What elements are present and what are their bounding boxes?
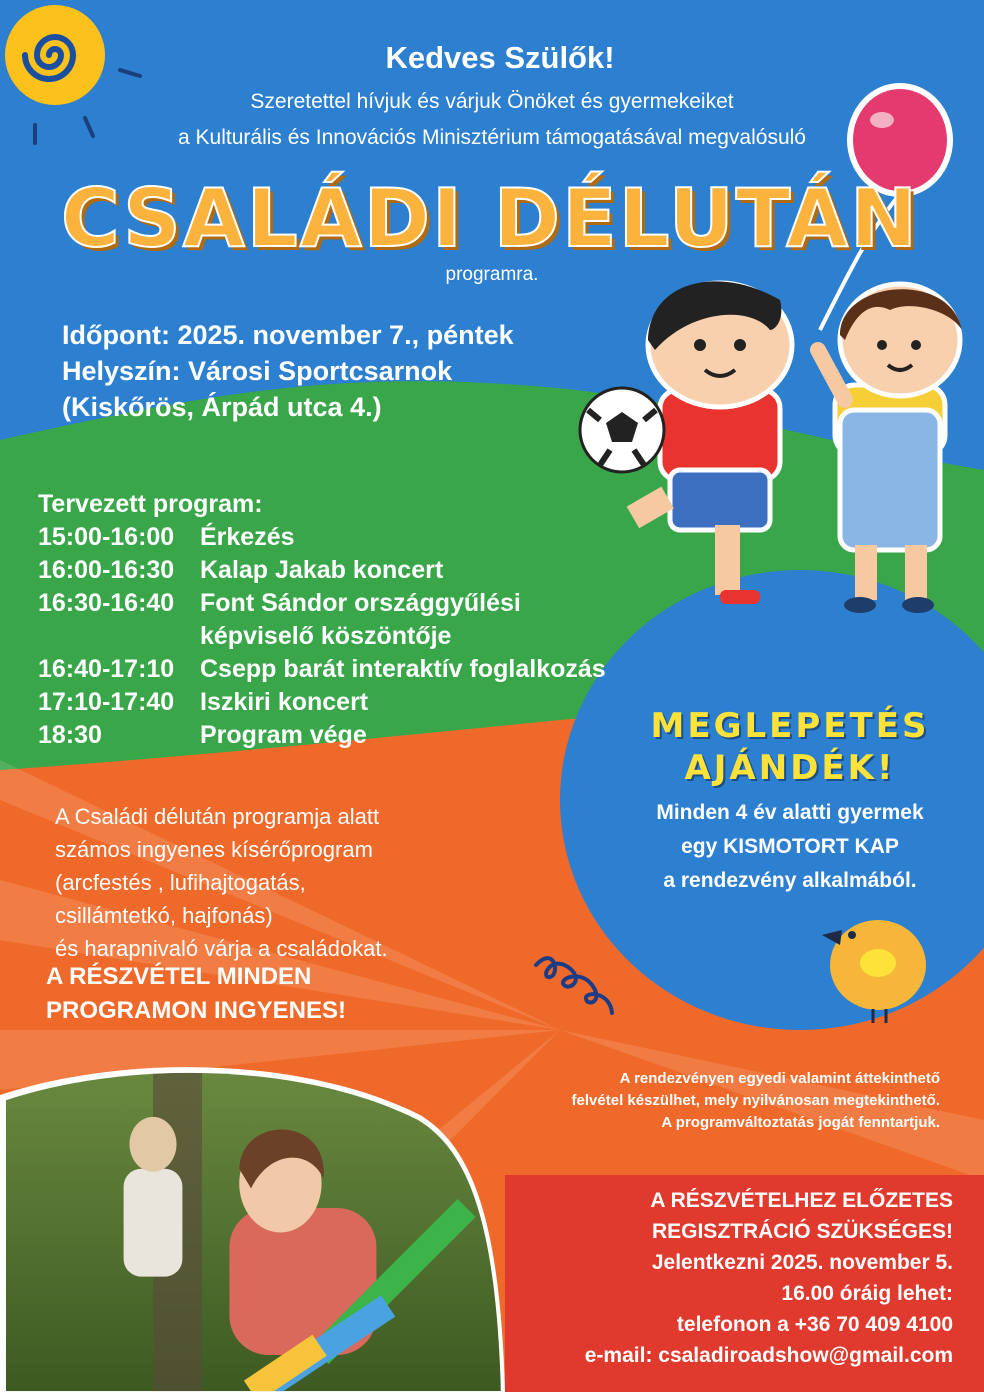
surprise-line: Minden 4 év alatti gyermek <box>656 801 924 824</box>
invite-line-2: a Kulturális és Innovációs Minisztérium támogatásával megvalósuló <box>178 126 806 149</box>
registration-line: Jelentkezni 2025. november 5. <box>651 1251 953 1274</box>
surprise-line: a rendezvény alkalmából. <box>663 869 917 892</box>
event-details <box>62 317 514 425</box>
program-heading: Tervezett program: <box>38 490 263 518</box>
squiggle-icon <box>530 945 620 1025</box>
registration-line: 16.00 óráig lehet: <box>781 1282 953 1305</box>
extras-line: csillámtetkó, hajfonás) <box>55 903 273 928</box>
surprise-title: MEGLEPETÉS <box>650 706 930 746</box>
subtitle: programra. <box>445 264 539 285</box>
program-item <box>38 521 658 554</box>
notice-line: A programváltoztatás jogát fenntartjuk. <box>661 1114 940 1131</box>
registration-email: e-mail: csaladiroadshow@gmail.com <box>584 1344 953 1367</box>
program-time: 15:00-16:00 <box>38 523 175 551</box>
event-date: Időpont: 2025. november 7., péntek <box>62 320 514 350</box>
recording-notice <box>450 1068 940 1134</box>
extras-line: A Családi délután programja alatt <box>55 804 380 829</box>
free-line: A RÉSZVÉTEL MINDEN <box>46 963 312 990</box>
extras-text <box>55 800 388 965</box>
registration-line: REGISZTRÁCIÓ SZÜKSÉGES! <box>651 1220 953 1243</box>
soccer-ball-icon <box>580 388 664 472</box>
program-desc: Program vége <box>200 721 367 749</box>
invite-line-1: Szeretettel hívjuk és várjuk Önöket és gyermekeiket <box>250 90 734 113</box>
program-desc: Érkezés <box>200 523 295 551</box>
greeting: Kedves Szülők! <box>385 40 615 75</box>
program-desc: képviselő köszöntője <box>200 622 452 650</box>
program-item <box>38 587 658 620</box>
program-desc: Iszkiri koncert <box>200 688 369 716</box>
surprise-title: AJÁNDÉK! <box>684 748 896 788</box>
program-item <box>38 719 658 752</box>
free-notice <box>46 960 346 1028</box>
program-desc: Kalap Jakab koncert <box>200 556 444 584</box>
page-title: CSALÁDI DÉLUTÁN <box>60 172 919 265</box>
program-time <box>38 620 200 653</box>
surprise-line: egy KISMOTORT KAP <box>681 835 899 858</box>
girl-illustration <box>818 284 962 613</box>
bird-icon <box>818 905 948 1025</box>
event-place: Helyszín: Városi Sportcsarnok <box>62 356 453 386</box>
program-item <box>38 653 658 686</box>
program-item <box>38 554 658 587</box>
program-time: 16:30-16:40 <box>38 589 175 617</box>
program-time: 17:10-17:40 <box>38 688 175 716</box>
registration-phone: telefonon a +36 70 409 4100 <box>676 1313 953 1336</box>
extras-line: számos ingyenes kísérőprogram <box>55 837 373 862</box>
free-line: PROGRAMON INGYENES! <box>46 997 347 1024</box>
program-time: 16:00-16:30 <box>38 556 175 584</box>
registration-box <box>505 1185 953 1371</box>
program-section <box>38 488 658 752</box>
extras-line: (arcfestés , lufihajtogatás, <box>55 870 306 895</box>
program-desc: Csepp barát interaktív foglalkozás <box>200 655 606 683</box>
event-address: (Kiskőrös, Árpád utca 4.) <box>62 392 382 422</box>
surprise-box <box>600 706 980 898</box>
notice-line: A rendezvényen egyedi valamint áttekinthető <box>619 1070 940 1087</box>
notice-line: felvétel készülhet, mely nyilvánosan megtekinthető. <box>571 1092 940 1109</box>
child-photo <box>0 1055 505 1392</box>
program-desc: Font Sándor országgyűlési <box>200 589 521 617</box>
extras-line: és harapnivaló várja a családokat. <box>55 936 388 961</box>
program-item <box>38 620 658 653</box>
registration-line: A RÉSZVÉTELHEZ ELŐZETES <box>650 1189 953 1212</box>
program-item <box>38 686 658 719</box>
program-time: 16:40-17:10 <box>38 655 175 683</box>
program-time: 18:30 <box>38 721 102 749</box>
